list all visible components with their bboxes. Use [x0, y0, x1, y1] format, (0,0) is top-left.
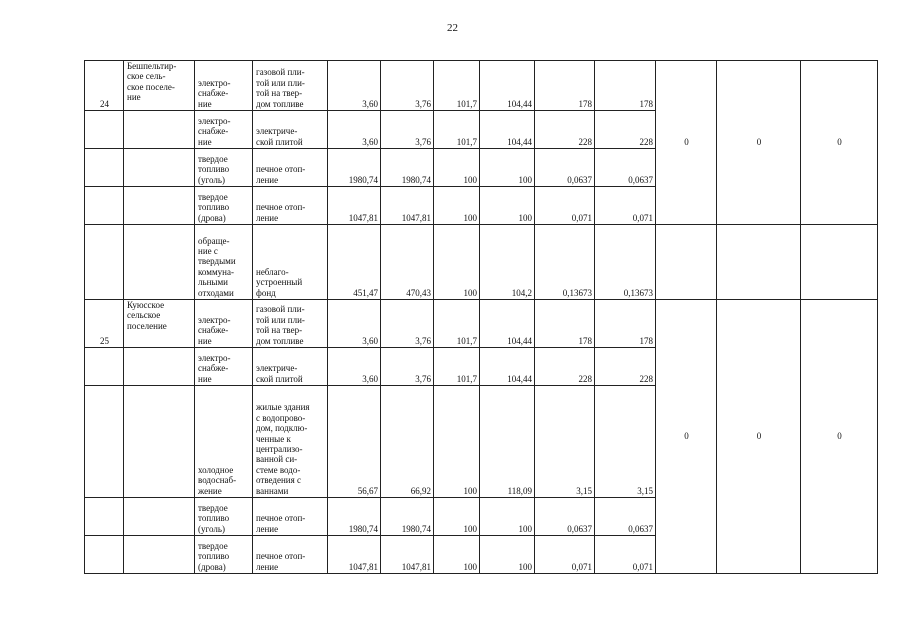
value-cell-v6: 228 — [595, 348, 656, 386]
tail-empty-cell — [717, 225, 801, 300]
value-cell-v5: 0,13673 — [535, 225, 595, 300]
value-cell-v5: 228 — [535, 111, 595, 149]
object-cell: электриче- ской плитой — [253, 348, 328, 386]
value-cell-v5: 0,071 — [535, 536, 595, 574]
settlement-name-cell — [124, 225, 195, 300]
service-cell: обраще- ние с твердыми коммуна- льными отходами — [195, 225, 253, 300]
value-cell-v4: 100 — [480, 536, 535, 574]
value-cell-v1: 1980,74 — [328, 498, 381, 536]
value-cell-v5: 178 — [535, 61, 595, 111]
tail-value-cell-2: 0 — [717, 61, 801, 225]
value-cell-v3: 100 — [434, 225, 480, 300]
object-cell: газовой пли- той или пли- той на твер- дом топливе — [253, 300, 328, 348]
table-row — [85, 61, 878, 111]
value-cell-v6: 178 — [595, 300, 656, 348]
settlement-name-cell: Куюсское сельское поселение — [124, 300, 195, 348]
row-number-cell: 25 — [85, 300, 124, 348]
table-body — [85, 61, 878, 574]
service-cell: твердое топливо (уголь) — [195, 498, 253, 536]
value-cell-v2: 1980,74 — [381, 498, 434, 536]
row-number-cell — [85, 536, 124, 574]
value-cell-v6: 0,13673 — [595, 225, 656, 300]
tail-value-cell-2: 0 — [717, 300, 801, 574]
value-cell-v2: 3,76 — [381, 300, 434, 348]
service-cell: электро- снабже- ние — [195, 61, 253, 111]
object-cell: электриче- ской плитой — [253, 111, 328, 149]
tail-value-cell-3: 0 — [801, 300, 878, 574]
value-cell-v1: 3,60 — [328, 348, 381, 386]
value-cell-v3: 100 — [434, 536, 480, 574]
value-cell-v6: 0,071 — [595, 187, 656, 225]
settlement-name-cell — [124, 498, 195, 536]
row-number-cell — [85, 187, 124, 225]
value-cell-v6: 228 — [595, 111, 656, 149]
service-cell: твердое топливо (дрова) — [195, 536, 253, 574]
value-cell-v5: 0,0637 — [535, 498, 595, 536]
value-cell-v4: 104,44 — [480, 111, 535, 149]
row-number-cell — [85, 111, 124, 149]
value-cell-v1: 1047,81 — [328, 187, 381, 225]
value-cell-v5: 228 — [535, 348, 595, 386]
value-cell-v3: 101,7 — [434, 61, 480, 111]
value-cell-v6: 178 — [595, 61, 656, 111]
value-cell-v2: 66,92 — [381, 386, 434, 498]
row-number-cell: 24 — [85, 61, 124, 111]
tail-value-cell-1: 0 — [656, 61, 717, 225]
page-number: 22 — [447, 22, 458, 34]
tail-empty-cell — [656, 225, 717, 300]
row-number-cell — [85, 225, 124, 300]
object-cell: печное отоп- ление — [253, 536, 328, 574]
value-cell-v1: 1980,74 — [328, 149, 381, 187]
value-cell-v1: 1047,81 — [328, 536, 381, 574]
service-cell: твердое топливо (дрова) — [195, 187, 253, 225]
value-cell-v2: 470,43 — [381, 225, 434, 300]
value-cell-v5: 3,15 — [535, 386, 595, 498]
object-cell: печное отоп- ление — [253, 187, 328, 225]
value-cell-v3: 100 — [434, 187, 480, 225]
service-cell: электро- снабже- ние — [195, 348, 253, 386]
object-cell: жилые здания с водопрово- дом, подклю- ченные к централизо- ванной си- стеме водо- отведения с ваннами — [253, 386, 328, 498]
row-number-cell — [85, 498, 124, 536]
value-cell-v5: 0,0637 — [535, 149, 595, 187]
value-cell-v2: 3,76 — [381, 61, 434, 111]
value-cell-v4: 104,44 — [480, 348, 535, 386]
row-number-cell — [85, 149, 124, 187]
value-cell-v2: 1980,74 — [381, 149, 434, 187]
tail-empty-cell — [801, 225, 878, 300]
settlement-name-cell — [124, 187, 195, 225]
value-cell-v2: 1047,81 — [381, 536, 434, 574]
tariff-table — [84, 60, 878, 574]
value-cell-v4: 104,44 — [480, 300, 535, 348]
settlement-name-cell — [124, 149, 195, 187]
value-cell-v1: 3,60 — [328, 300, 381, 348]
value-cell-v2: 3,76 — [381, 111, 434, 149]
table-row — [85, 300, 878, 348]
service-cell: холодное водоснаб- жение — [195, 386, 253, 498]
value-cell-v3: 101,7 — [434, 348, 480, 386]
value-cell-v6: 0,071 — [595, 536, 656, 574]
settlement-name-cell — [124, 111, 195, 149]
value-cell-v6: 0,0637 — [595, 149, 656, 187]
value-cell-v4: 100 — [480, 149, 535, 187]
value-cell-v4: 100 — [480, 498, 535, 536]
value-cell-v6: 0,0637 — [595, 498, 656, 536]
tail-value-cell-1: 0 — [656, 300, 717, 574]
service-cell: электро- снабже- ние — [195, 300, 253, 348]
value-cell-v5: 178 — [535, 300, 595, 348]
value-cell-v1: 3,60 — [328, 61, 381, 111]
value-cell-v3: 100 — [434, 149, 480, 187]
value-cell-v3: 100 — [434, 386, 480, 498]
value-cell-v2: 1047,81 — [381, 187, 434, 225]
value-cell-v4: 104,44 — [480, 61, 535, 111]
service-cell: электро- снабже- ние — [195, 111, 253, 149]
tail-value-cell-3: 0 — [801, 61, 878, 225]
value-cell-v3: 101,7 — [434, 111, 480, 149]
settlement-name-cell: Бешпельтир- ское сель- ское поселе- ние — [124, 61, 195, 111]
value-cell-v1: 56,67 — [328, 386, 381, 498]
value-cell-v4: 118,09 — [480, 386, 535, 498]
value-cell-v6: 3,15 — [595, 386, 656, 498]
table-row — [85, 225, 878, 300]
value-cell-v2: 3,76 — [381, 348, 434, 386]
settlement-name-cell — [124, 386, 195, 498]
settlement-name-cell — [124, 536, 195, 574]
row-number-cell — [85, 386, 124, 498]
value-cell-v1: 3,60 — [328, 111, 381, 149]
service-cell: твердое топливо (уголь) — [195, 149, 253, 187]
value-cell-v4: 100 — [480, 187, 535, 225]
object-cell: газовой пли- той или пли- той на твер- дом топливе — [253, 61, 328, 111]
value-cell-v3: 100 — [434, 498, 480, 536]
object-cell: неблаго- устроенный фонд — [253, 225, 328, 300]
settlement-name-cell — [124, 348, 195, 386]
value-cell-v4: 104,2 — [480, 225, 535, 300]
object-cell: печное отоп- ление — [253, 498, 328, 536]
value-cell-v3: 101,7 — [434, 300, 480, 348]
row-number-cell — [85, 348, 124, 386]
value-cell-v5: 0,071 — [535, 187, 595, 225]
value-cell-v1: 451,47 — [328, 225, 381, 300]
object-cell: печное отоп- ление — [253, 149, 328, 187]
